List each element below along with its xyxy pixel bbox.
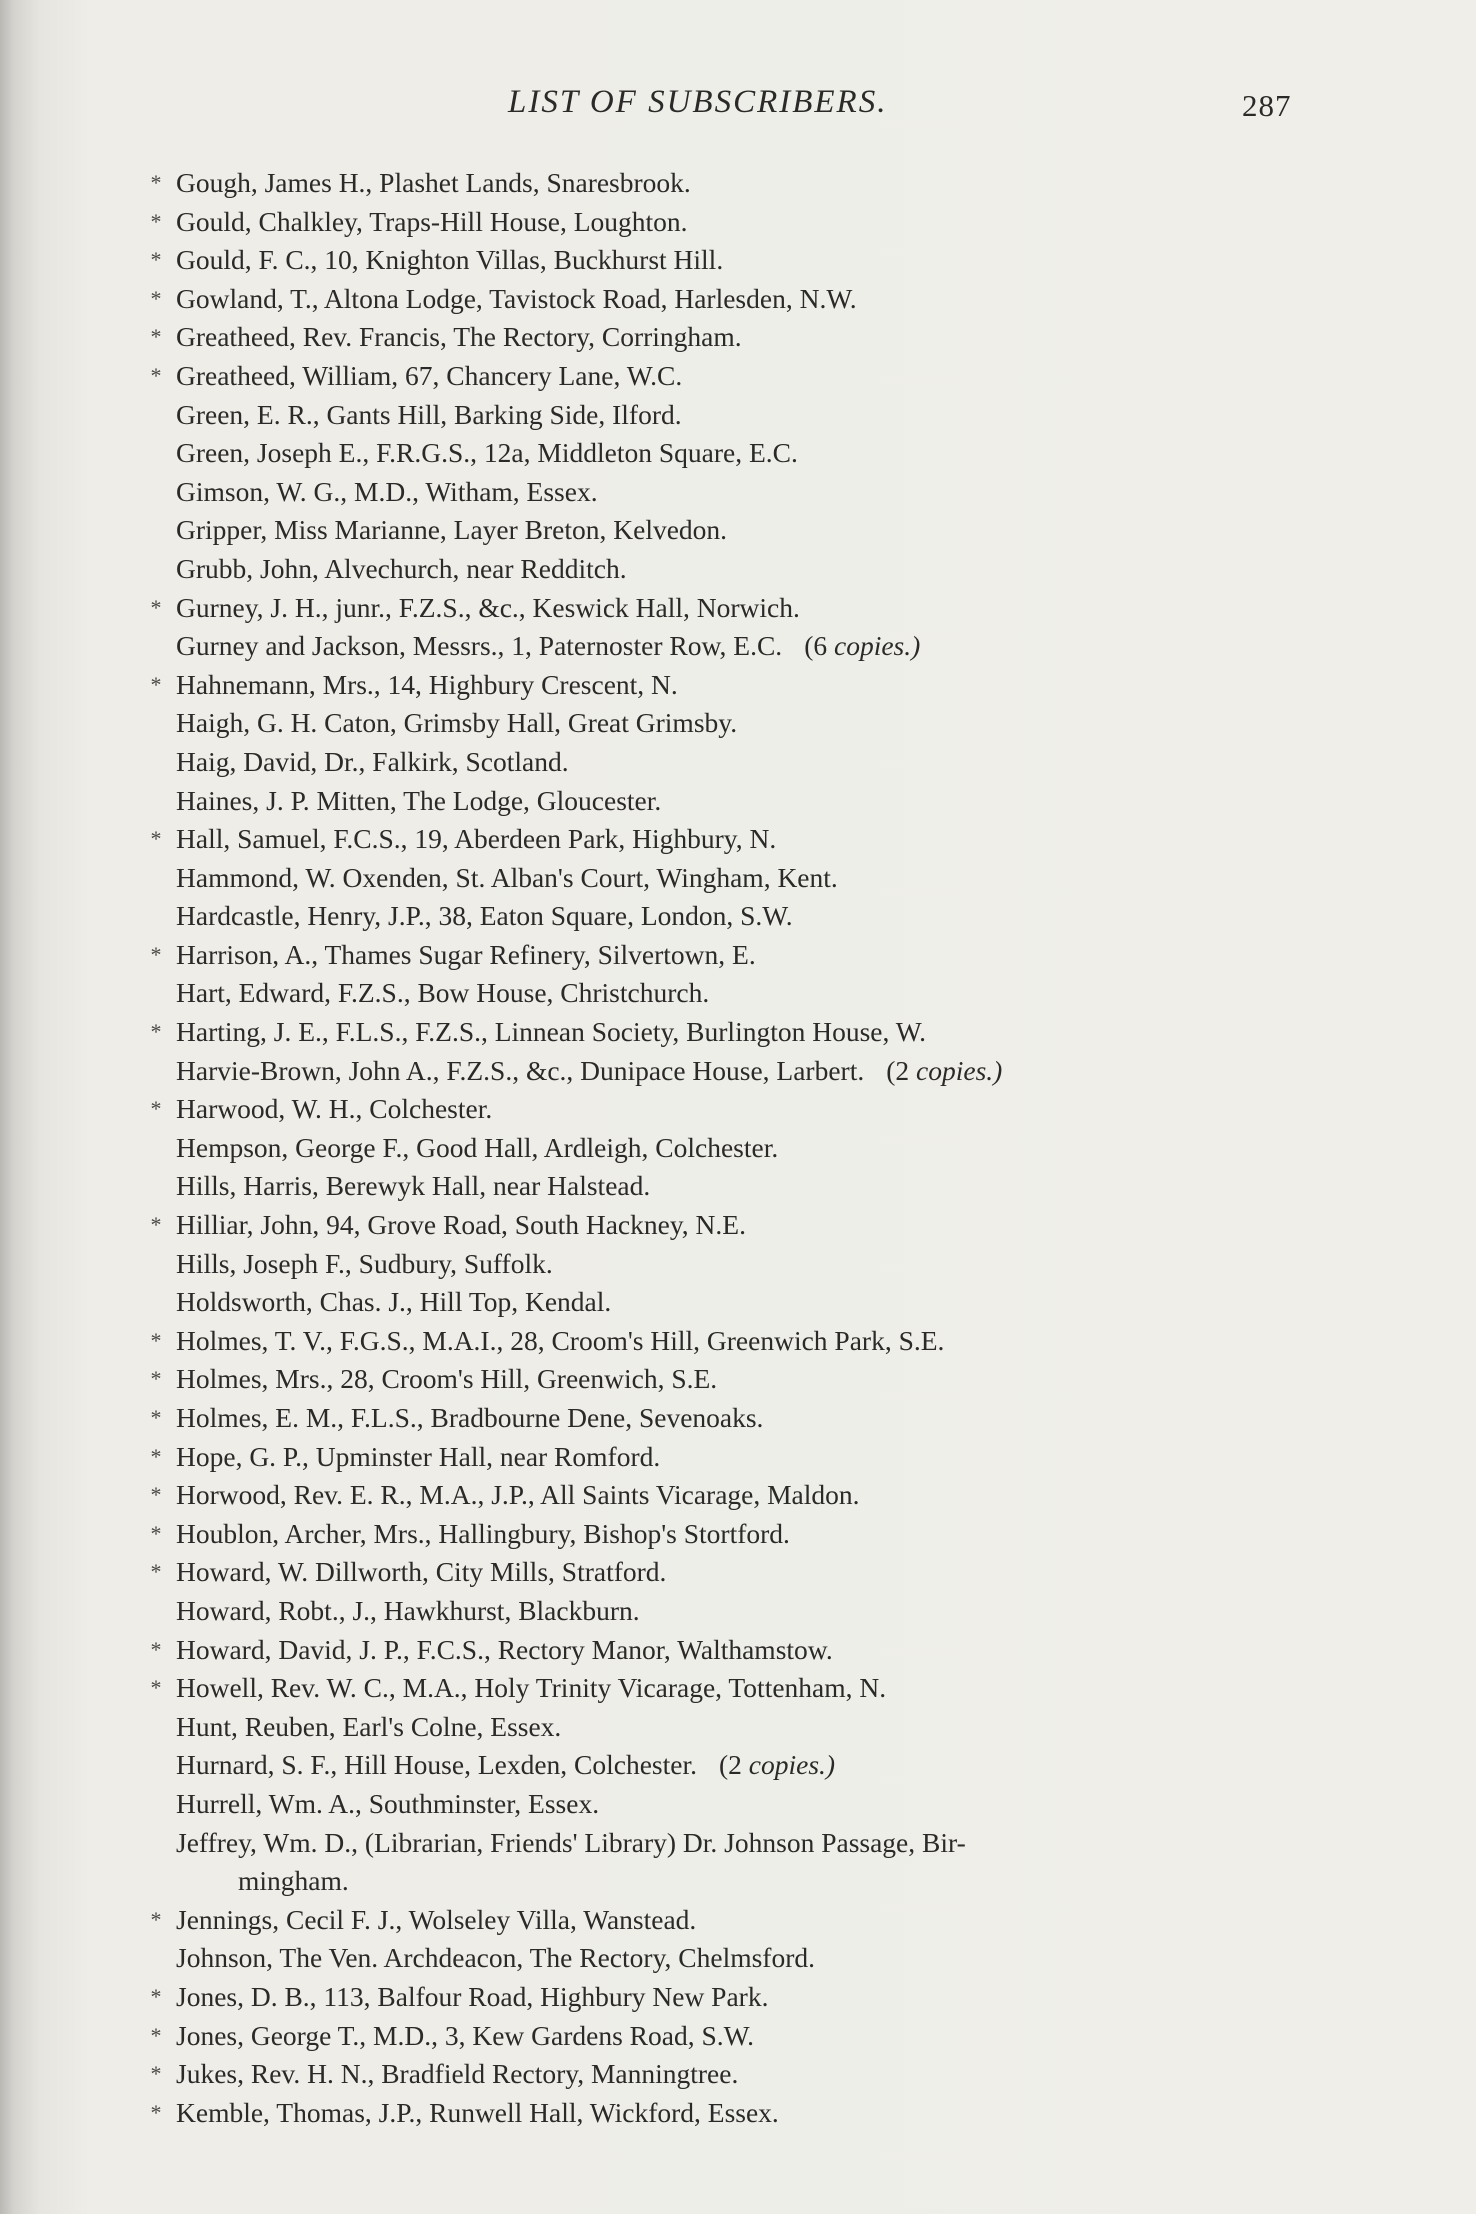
subscriber-entry bbox=[140, 1631, 1320, 1670]
subscriber-text: Gowland, T., Altona Lodge, Tavistock Road, Harlesden, N.W. bbox=[176, 282, 857, 314]
subscriber-entry bbox=[140, 1592, 1320, 1631]
subscriber-text: Houblon, Archer, Mrs., Hallingbury, Bishop's Stortford. bbox=[176, 1517, 790, 1549]
subscriber-entry bbox=[140, 1438, 1320, 1477]
subscriber-text: Holmes, T. V., F.G.S., M.A.I., 28, Croom's Hill, Greenwich Park, S.E. bbox=[176, 1324, 945, 1356]
subscriber-entry bbox=[140, 1553, 1320, 1592]
subscriber-entry bbox=[140, 1939, 1320, 1978]
subscriber-text: Hall, Samuel, F.C.S., 19, Aberdeen Park, Highbury, N. bbox=[176, 823, 777, 855]
asterisk-marker: * bbox=[150, 170, 162, 195]
subscriber-entry bbox=[140, 704, 1320, 743]
subscriber-entry bbox=[140, 782, 1320, 821]
subscriber-entry bbox=[140, 666, 1320, 705]
subscriber-text: Horwood, Rev. E. R., M.A., J.P., All Saints Vicarage, Maldon. bbox=[176, 1479, 860, 1511]
subscriber-text: Hurnard, S. F., Hill House, Lexden, Colchester. bbox=[176, 1749, 697, 1781]
subscriber-text: Greatheed, Rev. Francis, The Rectory, Corringham. bbox=[176, 321, 742, 353]
asterisk-marker: * bbox=[150, 941, 162, 967]
copies-count: (2 bbox=[718, 1749, 742, 1781]
subscriber-entry bbox=[140, 396, 1320, 435]
subscriber-text: Jennings, Cecil F. J., Wolseley Villa, Wanstead. bbox=[176, 1903, 697, 1935]
subscriber-entry bbox=[140, 1245, 1320, 1284]
subscriber-entry bbox=[140, 1901, 1320, 1940]
asterisk-marker: * bbox=[150, 2099, 162, 2125]
subscriber-entry bbox=[140, 2094, 1320, 2133]
asterisk-marker: * bbox=[150, 1482, 162, 1508]
asterisk-marker: * bbox=[150, 1906, 162, 1932]
asterisk-marker: * bbox=[150, 285, 162, 311]
subscriber-text-continuation: mingham. bbox=[238, 1865, 349, 1897]
subscriber-entry bbox=[140, 1824, 1320, 1901]
asterisk-marker: * bbox=[150, 1327, 162, 1353]
asterisk-marker: * bbox=[150, 208, 162, 234]
copies-word: copies.) bbox=[748, 1749, 836, 1781]
subscriber-entry bbox=[140, 1708, 1320, 1747]
running-title: LIST OF SUBSCRIBERS. bbox=[508, 84, 888, 120]
subscriber-text: Haines, J. P. Mitten, The Lodge, Gloucester. bbox=[176, 784, 662, 816]
subscriber-text: Hahnemann, Mrs., 14, Highbury Crescent, N. bbox=[176, 668, 678, 700]
subscriber-entry bbox=[140, 859, 1320, 898]
subscriber-text: Hope, G. P., Upminster Hall, near Romford. bbox=[176, 1440, 661, 1472]
subscriber-text: Hammond, W. Oxenden, St. Alban's Court, Wingham, Kent. bbox=[176, 861, 838, 893]
subscriber-entry bbox=[140, 550, 1320, 589]
subscriber-text: Hurrell, Wm. A., Southminster, Essex. bbox=[176, 1787, 600, 1819]
page-number: 287 bbox=[1242, 88, 1292, 123]
subscriber-text: Holmes, Mrs., 28, Croom's Hill, Greenwich, S.E. bbox=[176, 1363, 718, 1395]
subscriber-entry bbox=[140, 434, 1320, 473]
subscriber-list bbox=[140, 164, 1320, 2132]
copies-note bbox=[804, 630, 920, 661]
subscriber-entry bbox=[140, 1322, 1320, 1361]
copies-note bbox=[886, 1055, 1002, 1086]
subscriber-entry bbox=[140, 241, 1320, 280]
subscriber-text: Jones, D. B., 113, Balfour Road, Highbury New Park. bbox=[176, 1980, 769, 2012]
subscriber-entry bbox=[140, 511, 1320, 550]
asterisk-marker: * bbox=[150, 1366, 162, 1392]
asterisk-marker: * bbox=[150, 2061, 162, 2087]
subscriber-entry bbox=[140, 974, 1320, 1013]
subscriber-text: Green, E. R., Gants Hill, Barking Side, Ilford. bbox=[176, 398, 682, 430]
asterisk-marker: * bbox=[150, 362, 162, 388]
asterisk-marker: * bbox=[150, 1520, 162, 1546]
asterisk-marker: * bbox=[150, 826, 162, 852]
subscriber-entry bbox=[140, 743, 1320, 782]
subscriber-entry bbox=[140, 473, 1320, 512]
subscriber-entry bbox=[140, 1206, 1320, 1245]
subscriber-entry bbox=[140, 1515, 1320, 1554]
page-header bbox=[0, 84, 1476, 134]
subscriber-text: Haigh, G. H. Caton, Grimsby Hall, Great Grimsby. bbox=[176, 707, 738, 739]
subscriber-text: Gould, Chalkley, Traps-Hill House, Loughton. bbox=[176, 205, 688, 237]
subscriber-entry bbox=[140, 1090, 1320, 1129]
subscriber-text: Greatheed, William, 67, Chancery Lane, W.C. bbox=[176, 359, 683, 391]
asterisk-marker: * bbox=[150, 2022, 162, 2048]
asterisk-marker: * bbox=[150, 1636, 162, 1662]
asterisk-marker: * bbox=[150, 1559, 162, 1585]
subscriber-entry bbox=[140, 1785, 1320, 1824]
asterisk-marker: * bbox=[150, 247, 162, 273]
subscriber-entry bbox=[140, 897, 1320, 936]
subscriber-text: Hills, Joseph F., Sudbury, Suffolk. bbox=[176, 1247, 553, 1279]
subscriber-text: Gimson, W. G., M.D., Witham, Essex. bbox=[176, 475, 598, 507]
subscriber-text: Howell, Rev. W. C., M.A., Holy Trinity Vicarage, Tottenham, N. bbox=[176, 1672, 887, 1704]
subscriber-text: Hunt, Reuben, Earl's Colne, Essex. bbox=[176, 1710, 562, 1742]
subscriber-text: Holdsworth, Chas. J., Hill Top, Kendal. bbox=[176, 1286, 612, 1318]
subscriber-text: Hempson, George F., Good Hall, Ardleigh, Colchester. bbox=[176, 1131, 779, 1163]
subscriber-text: Gould, F. C., 10, Knighton Villas, Buckhurst Hill. bbox=[176, 244, 724, 276]
subscriber-entry bbox=[140, 820, 1320, 859]
subscriber-entry bbox=[140, 1129, 1320, 1168]
copies-note bbox=[719, 1749, 835, 1780]
subscriber-text: Gripper, Miss Marianne, Layer Breton, Kelvedon. bbox=[176, 514, 728, 546]
subscriber-entry bbox=[140, 589, 1320, 628]
asterisk-marker: * bbox=[150, 1443, 162, 1469]
subscriber-text: Hilliar, John, 94, Grove Road, South Hackney, N.E. bbox=[176, 1209, 746, 1241]
subscriber-entry bbox=[140, 1052, 1320, 1091]
subscriber-text: Green, Joseph E., F.R.G.S., 12a, Middleton Square, E.C. bbox=[176, 437, 798, 469]
subscriber-entry bbox=[140, 1013, 1320, 1052]
subscriber-text: Gough, James H., Plashet Lands, Snaresbrook. bbox=[176, 167, 691, 198]
subscriber-entry bbox=[140, 1167, 1320, 1206]
subscriber-entry bbox=[140, 2017, 1320, 2056]
subscriber-text: Harwood, W. H., Colchester. bbox=[176, 1093, 493, 1125]
subscriber-entry bbox=[140, 2055, 1320, 2094]
subscriber-entry bbox=[140, 164, 1320, 203]
asterisk-marker: * bbox=[150, 1405, 162, 1430]
asterisk-marker: * bbox=[150, 671, 162, 697]
subscriber-entry bbox=[140, 357, 1320, 396]
subscriber-entry bbox=[140, 203, 1320, 242]
subscriber-entry bbox=[140, 1283, 1320, 1322]
asterisk-marker: * bbox=[150, 1983, 162, 2009]
subscriber-text: Haig, David, Dr., Falkirk, Scotland. bbox=[176, 745, 569, 777]
copies-word: copies.) bbox=[833, 630, 921, 662]
subscriber-text: Howard, Robt., J., Hawkhurst, Blackburn. bbox=[176, 1594, 640, 1626]
subscriber-text: Harrison, A., Thames Sugar Refinery, Silvertown, E. bbox=[176, 938, 756, 970]
subscriber-text: Howard, W. Dillworth, City Mills, Stratford. bbox=[176, 1556, 667, 1588]
subscriber-entry bbox=[140, 318, 1320, 357]
subscriber-text: Jukes, Rev. H. N., Bradfield Rectory, Manningtree. bbox=[176, 2058, 739, 2090]
subscriber-entry bbox=[140, 1669, 1320, 1708]
subscriber-text: Hills, Harris, Berewyk Hall, near Halstead. bbox=[176, 1170, 651, 1202]
subscriber-entry bbox=[140, 1746, 1320, 1785]
subscriber-text: Hart, Edward, F.Z.S., Bow House, Christchurch. bbox=[176, 977, 710, 1009]
subscriber-text: Gurney, J. H., junr., F.Z.S., &c., Keswick Hall, Norwich. bbox=[176, 591, 800, 623]
subscriber-text: Gurney and Jackson, Messrs., 1, Paternoster Row, E.C. bbox=[176, 630, 783, 662]
subscriber-entry bbox=[140, 1476, 1320, 1515]
asterisk-marker: * bbox=[150, 1675, 162, 1701]
asterisk-marker: * bbox=[150, 594, 162, 620]
subscriber-text: Grubb, John, Alvechurch, near Redditch. bbox=[176, 552, 627, 584]
asterisk-marker: * bbox=[150, 1212, 162, 1238]
copies-count: (2 bbox=[886, 1054, 910, 1086]
subscriber-text: Harvie-Brown, John A., F.Z.S., &c., Dunipace House, Larbert. bbox=[176, 1054, 865, 1086]
subscriber-entry bbox=[140, 627, 1320, 666]
subscriber-entry bbox=[140, 1360, 1320, 1399]
asterisk-marker: * bbox=[150, 1096, 162, 1122]
subscriber-entry bbox=[140, 280, 1320, 319]
subscriber-text: Hardcastle, Henry, J.P., 38, Eaton Square, London, S.W. bbox=[176, 900, 793, 932]
subscriber-entry bbox=[140, 1399, 1320, 1438]
subscriber-text: Jones, George T., M.D., 3, Kew Gardens Road, S.W. bbox=[176, 2019, 754, 2051]
subscriber-text: Howard, David, J. P., F.C.S., Rectory Manor, Walthamstow. bbox=[176, 1633, 833, 1665]
copies-word: copies.) bbox=[916, 1054, 1003, 1086]
copies-count: (6 bbox=[804, 630, 828, 662]
subscriber-text: Holmes, E. M., F.L.S., Bradbourne Dene, Sevenoaks. bbox=[176, 1402, 764, 1433]
subscriber-text: Jeffrey, Wm. D., (Librarian, Friends' Library) Dr. Johnson Passage, Bir- bbox=[176, 1826, 966, 1858]
subscriber-text: Kemble, Thomas, J.P., Runwell Hall, Wickford, Essex. bbox=[176, 2096, 779, 2128]
subscriber-text: Johnson, The Ven. Archdeacon, The Rectory, Chelmsford. bbox=[176, 1942, 815, 1974]
subscriber-entry bbox=[140, 1978, 1320, 2017]
subscriber-text: Harting, J. E., F.L.S., F.Z.S., Linnean Society, Burlington House, W. bbox=[176, 1016, 927, 1048]
subscriber-entry bbox=[140, 936, 1320, 975]
asterisk-marker: * bbox=[150, 324, 162, 350]
asterisk-marker: * bbox=[150, 1019, 162, 1045]
